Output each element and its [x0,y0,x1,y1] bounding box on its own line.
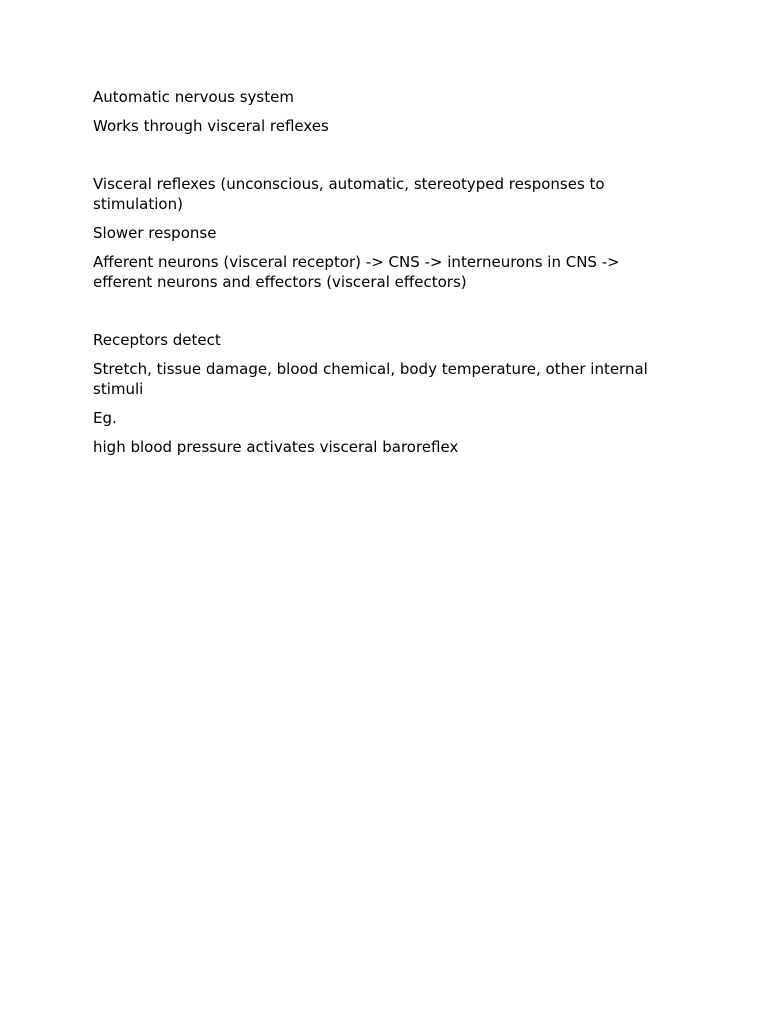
paragraph-example-label: Eg. [93,409,117,427]
blank-line [93,145,683,174]
paragraph-receptors-detect: Receptors detect [93,331,221,349]
paragraph-heading-autonomic: Automatic nervous system [93,88,294,106]
paragraph-afferent-pathway: Afferent neurons (visceral receptor) -> CNS -> interneurons in CNS -> efferent neurons and effectors (visceral effectors) [93,253,620,291]
paragraph-slower-response: Slower response [93,224,217,242]
paragraph-baroreflex-example: high blood pressure activates visceral baroreflex [93,438,459,456]
blank-line [93,301,683,330]
paragraph-stimuli-list: Stretch, tissue damage, blood chemical, body temperature, other internal stimuli [93,360,648,398]
document-page [93,87,683,466]
paragraph-works-through: Works through visceral reflexes [93,117,329,135]
paragraph-visceral-reflexes: Visceral reflexes (unconscious, automatic, stereotyped responses to stimulation) [93,175,605,213]
